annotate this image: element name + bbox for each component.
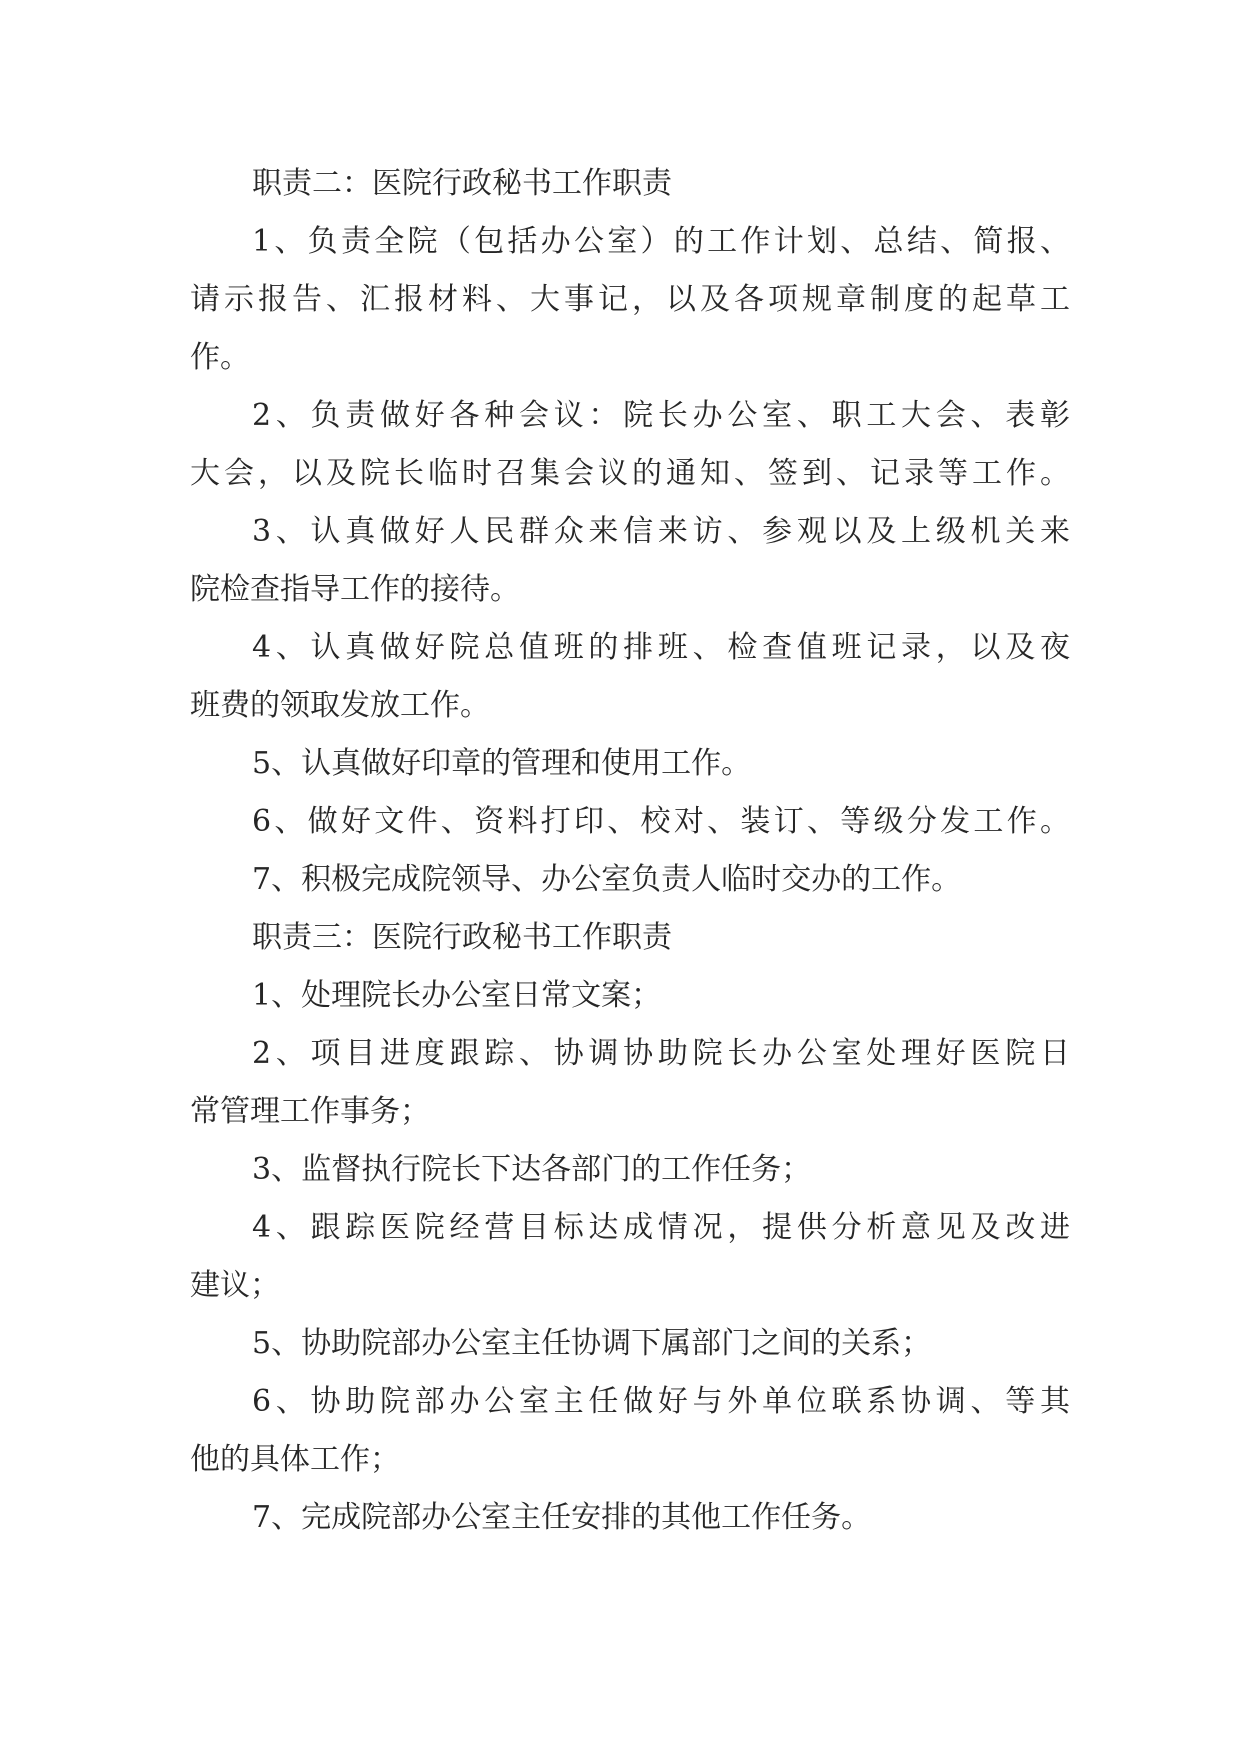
paragraph-line: 4、认真做好院总值班的排班、检查值班记录，以及夜 [252,630,1070,665]
paragraph-line: 7、积极完成院领导、办公室负责人临时交办的工作。 [252,862,962,897]
paragraph-line: 作。 [190,340,250,375]
paragraph-line: 3、监督执行院长下达各部门的工作任务； [252,1152,812,1187]
paragraph-line: 请示报告、汇报材料、大事记，以及各项规章制度的起草工 [190,282,1070,317]
paragraph-line: 6、做好文件、资料打印、校对、装订、等级分发工作。 [252,804,1070,839]
section-heading-2: 职责二：医院行政秘书工作职责 [252,166,672,201]
paragraph-line: 5、认真做好印章的管理和使用工作。 [252,746,752,781]
paragraph-line: 3、认真做好人民群众来信来访、参观以及上级机关来 [252,514,1070,549]
paragraph-line: 他的具体工作； [190,1442,400,1477]
paragraph-line: 院检查指导工作的接待。 [190,572,520,607]
paragraph-line: 2、负责做好各种会议：院长办公室、职工大会、表彰 [252,398,1070,433]
paragraph-line: 大会，以及院长临时召集会议的通知、签到、记录等工作。 [190,456,1070,491]
paragraph-line: 常管理工作事务； [190,1094,430,1129]
paragraph-line: 建议； [190,1268,280,1303]
paragraph-line: 1、处理院长办公室日常文案； [252,978,662,1013]
paragraph-line: 7、完成院部办公室主任安排的其他工作任务。 [252,1500,872,1535]
paragraph-line: 4、跟踪医院经营目标达成情况，提供分析意见及改进 [252,1210,1070,1245]
paragraph-line: 1、负责全院（包括办公室）的工作计划、总结、简报、 [252,224,1070,259]
section-heading-3: 职责三：医院行政秘书工作职责 [252,920,672,955]
paragraph-line: 2、项目进度跟踪、协调协助院长办公室处理好医院日 [252,1036,1070,1071]
paragraph-line: 5、协助院部办公室主任协调下属部门之间的关系； [252,1326,932,1361]
paragraph-line: 班费的领取发放工作。 [190,688,490,723]
paragraph-line: 6、协助院部办公室主任做好与外单位联系协调、等其 [252,1384,1070,1419]
